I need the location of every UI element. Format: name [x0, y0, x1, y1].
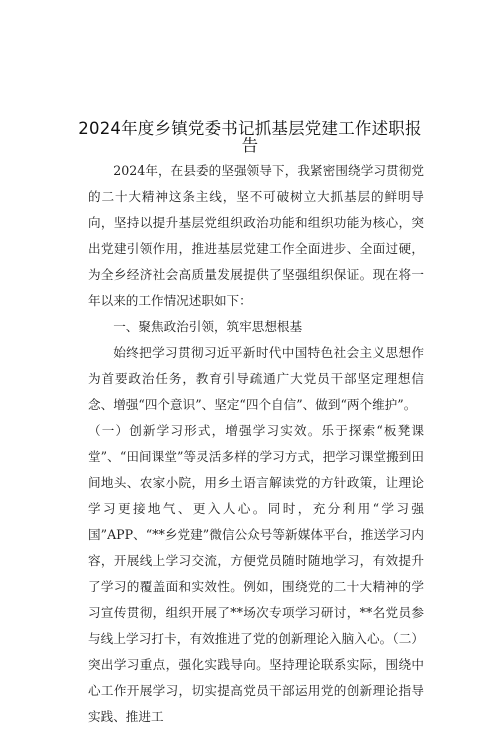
section-heading: 一、聚焦政治引领，筑牢思想根基 — [113, 319, 303, 334]
subsection-paragraph: （一）创新学习形式，增强学习实效。乐于探索“板凳课堂”、“田间课堂”等灵活多样的学习方式，把学习课堂搬到田间地头、农家小院，用乡土语言解读党的方针政策，让理论学习更接地气、更入人心。同时，充分利用“学习强国”APP、“**乡党建”微信公众号等新媒体平台，推送学习内容，开展线上学习交流，方便党员随时随地学习，有效提升了学习的覆盖面和实效性。例如，围绕党的二十大精神的学习宣传贯彻，组织开展了**场次专项学习研讨，**名党员参与线上学习打卡，有效推进了党的创新理论入脑入心。（二）突出学习重点，强化实践导向。坚持理论联系实际，围绕中心工作开展学习，切实提高党员干部运用党的创新理论指导实践、推进工 — [88, 423, 424, 724]
document-title: 2024年度乡镇党委书记抓基层党建工作述职报告 — [78, 119, 422, 155]
section-intro-paragraph: 始终把学习贯彻习近平新时代中国特色社会主义思想作为首要政治任务，教育引导疏通广大党员干部坚定理想信念、增强“四个意识”、坚定“四个自信”、做到“两个维护”。 — [88, 345, 424, 412]
document-body — [88, 158, 424, 730]
intro-paragraph: 2024年，在县委的坚强领导下，我紧密围绕学习贯彻党的二十大精神这条主线，坚不可破树立大抓基层的鲜明导向，坚持以提升基层党组织政治功能和组织功能为核心，突出党建引领作用，推进基层党建工作全面进步、全面过硬，为全乡经济社会高质量发展提供了坚强组织保证。现在将一年以来的工作情况述职如下： — [88, 163, 424, 308]
